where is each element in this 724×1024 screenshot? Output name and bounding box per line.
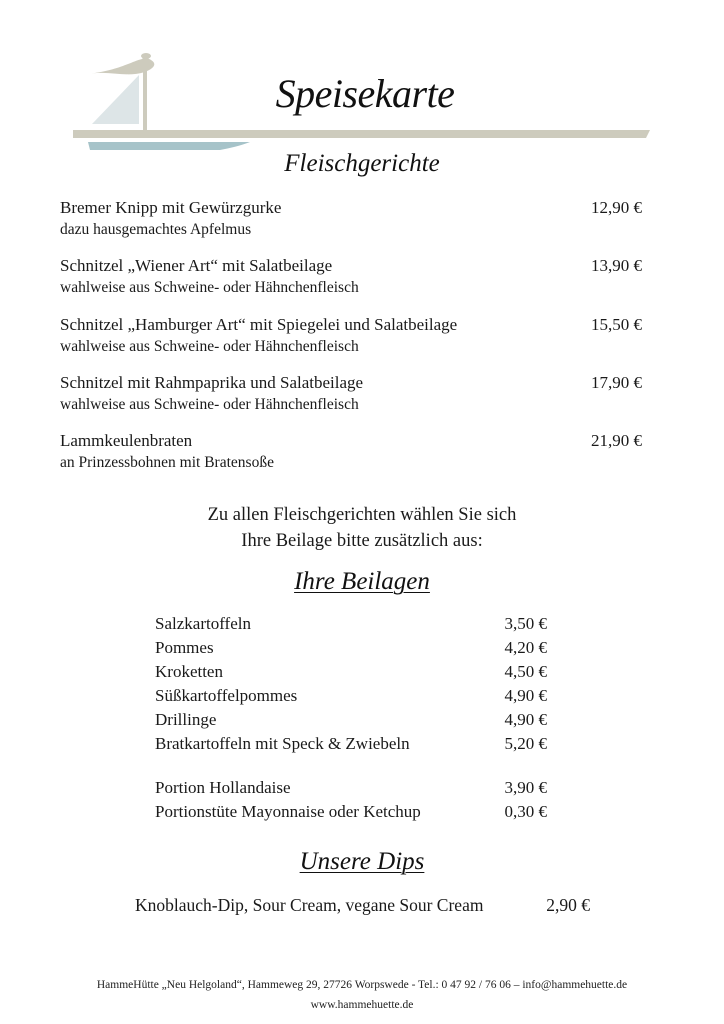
side-name: Kroketten	[155, 662, 223, 681]
section-title-meat: Fleischgerichte	[284, 150, 440, 177]
dish-price: 13,90 €	[591, 256, 642, 275]
side-price: 4,50 €	[504, 662, 547, 681]
side-name: Drillinge	[155, 710, 217, 729]
extra-price: 3,90 €	[504, 778, 547, 797]
side-price: 4,20 €	[504, 638, 547, 657]
side-price: 4,90 €	[504, 686, 547, 705]
menu-item	[60, 197, 642, 241]
side-price: 4,90 €	[504, 710, 547, 729]
dish-description: wahlweise aus Schweine- oder Hähnchenfleisch	[60, 279, 359, 296]
menu-item	[60, 314, 642, 358]
side-dish-note	[0, 502, 724, 554]
footer	[0, 975, 724, 1015]
footer-website: www.hammehuette.de	[310, 999, 414, 1011]
side-item	[155, 636, 547, 660]
dish-description: wahlweise aus Schweine- oder Hähnchenfleisch	[60, 338, 359, 355]
dish-price: 12,90 €	[591, 198, 642, 217]
section-title-text: Ihre Beilagen	[294, 568, 430, 595]
section-title-sides	[0, 568, 724, 596]
footer-address: HammeHütte „Neu Helgoland“, Hammeweg 29, 27726 Worpswede - Tel.: 0 47 92 / 76 06 – info@hammehuette.de	[96, 979, 628, 991]
extra-name: Portion Hollandaise	[155, 778, 291, 797]
dip-name: Knoblauch-Dip, Sour Cream, vegane Sour Cream	[135, 895, 484, 915]
side-name: Salzkartoffeln	[155, 614, 251, 633]
note-line: Zu allen Fleischgerichten wählen Sie sich	[207, 505, 517, 525]
side-name: Bratkartoffeln mit Speck & Zwiebeln	[155, 734, 410, 753]
extra-item	[155, 776, 547, 800]
note-line: Ihre Beilage bitte zusätzlich aus:	[241, 531, 483, 551]
side-item	[155, 612, 547, 636]
dish-name: Bremer Knipp mit Gewürzgurke	[60, 198, 282, 217]
side-price: 3,50 €	[504, 614, 547, 633]
menu-item	[60, 255, 642, 299]
dish-price: 21,90 €	[591, 431, 642, 450]
extra-item	[155, 800, 547, 824]
page-title: Speisekarte	[275, 71, 455, 116]
section-title-dips	[0, 848, 724, 876]
side-item	[155, 708, 547, 732]
menu-item	[60, 372, 642, 416]
dip-item	[135, 893, 590, 917]
menu-item	[60, 430, 642, 474]
dip-price: 2,90 €	[546, 895, 590, 915]
side-price: 5,20 €	[504, 734, 547, 753]
section-title-text: Unsere Dips	[299, 848, 425, 875]
side-item	[155, 684, 547, 708]
dish-description: an Prinzessbohnen mit Bratensoße	[60, 454, 274, 471]
dish-price: 17,90 €	[591, 373, 642, 392]
extra-name: Portionstüte Mayonnaise oder Ketchup	[155, 802, 421, 821]
side-name: Pommes	[155, 638, 214, 657]
side-item	[155, 660, 547, 684]
dish-name: Schnitzel mit Rahmpaprika und Salatbeilage	[60, 373, 364, 392]
dish-name: Schnitzel „Wiener Art“ mit Salatbeilage	[60, 256, 333, 275]
side-item	[155, 732, 547, 756]
dish-description: dazu hausgemachtes Apfelmus	[60, 221, 252, 238]
dish-description: wahlweise aus Schweine- oder Hähnchenfleisch	[60, 396, 359, 413]
dish-name: Schnitzel „Hamburger Art“ mit Spiegelei und Salatbeilage	[60, 315, 458, 334]
dish-name: Lammkeulenbraten	[60, 431, 193, 450]
side-name: Süßkartoffelpommes	[155, 686, 298, 705]
extra-price: 0,30 €	[504, 802, 547, 821]
dish-price: 15,50 €	[591, 315, 642, 334]
